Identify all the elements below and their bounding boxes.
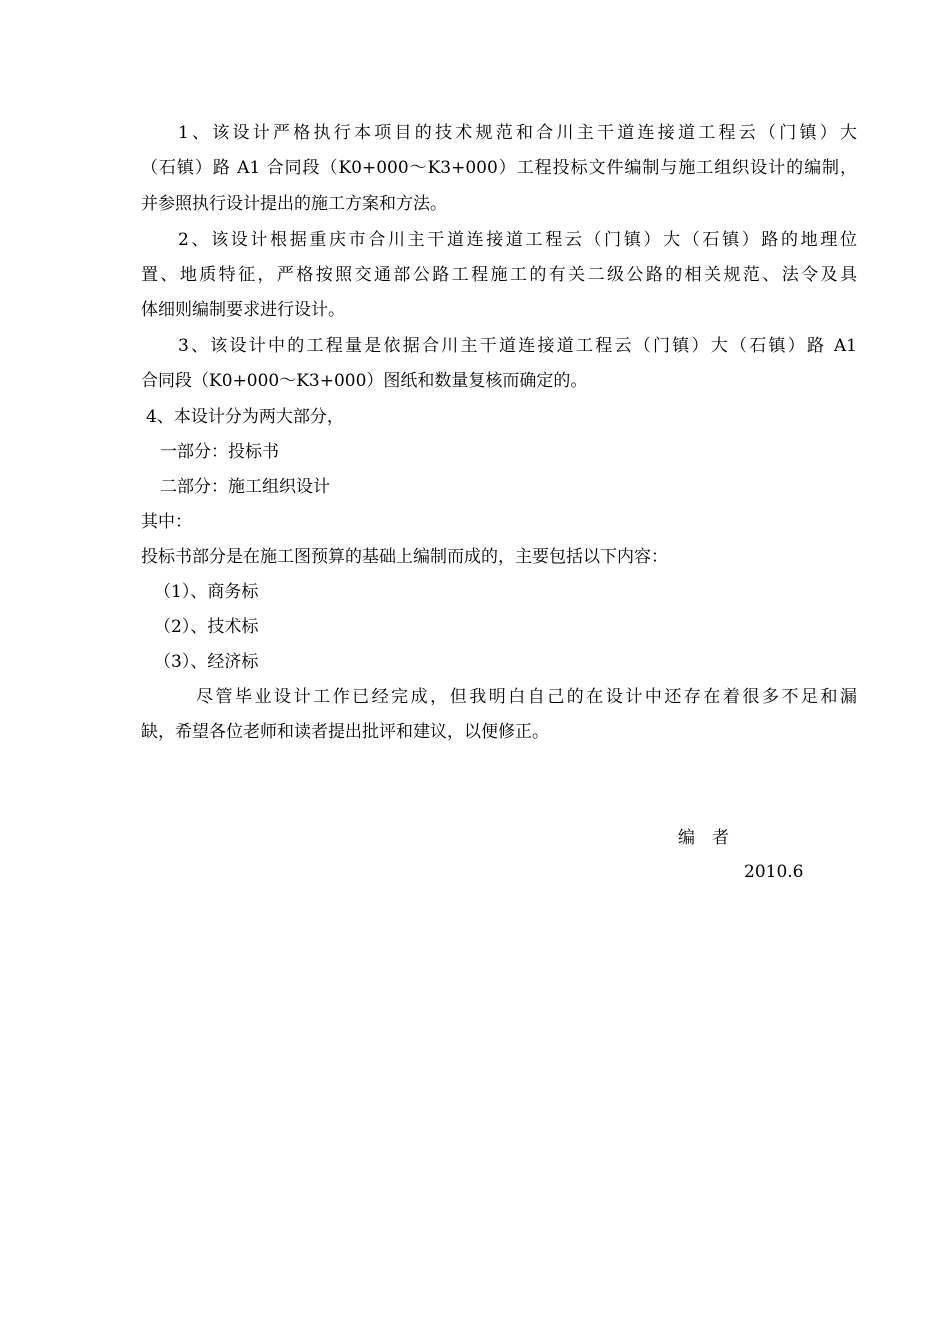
closing-line1: 尽管毕业设计工作已经完成，但我明白自己的在设计中还存在着很多不足和漏 [196,687,857,707]
item4-intro: 4、本设计分为两大部分， [146,407,344,427]
item1-line1: 1、该设计严格执行本项目的技术规范和合川主干道连接道工程云（门镇）大 [178,123,857,143]
bid-item-1: （1）、商务标 [154,582,259,602]
item1-line3: 并参照执行设计提出的施工方案和方法。 [141,194,447,214]
item1-line2: （石镇）路 A1 合同段（K0+000～K3+000）工程投标文件编制与施工组织设计的编制， [141,158,857,178]
signature-author: 编 者 [678,828,729,848]
signature-date: 2010.6 [744,862,804,882]
among-label: 其中： [141,512,192,532]
item2-line3: 体细则编制要求进行设计。 [141,300,345,320]
closing-line2: 缺，希望各位老师和读者提出批评和建议，以便修正。 [141,722,549,742]
bid-item-3: （3）、经济标 [154,652,259,672]
item3-line1: 3、该设计中的工程量是依据合川主干道连接道工程云（门镇）大（石镇）路 A1 [178,336,857,356]
bid-item-2: （2）、技术标 [154,617,259,637]
item2-line1: 2、该设计根据重庆市合川主干道连接道工程云（门镇）大（石镇）路的地理位 [178,230,857,250]
item2-line2: 置、地质特征，严格按照交通部公路工程施工的有关二级公路的相关规范、法令及具 [141,265,857,285]
item4-part2: 二部分：施工组织设计 [160,477,330,497]
item4-part1: 一部分：投标书 [160,442,279,462]
item3-line2: 合同段（K0+000～K3+000）图纸和数量复核而确定的。 [141,371,588,391]
bid-intro: 投标书部分是在施工图预算的基础上编制而成的，主要包括以下内容： [141,547,668,567]
